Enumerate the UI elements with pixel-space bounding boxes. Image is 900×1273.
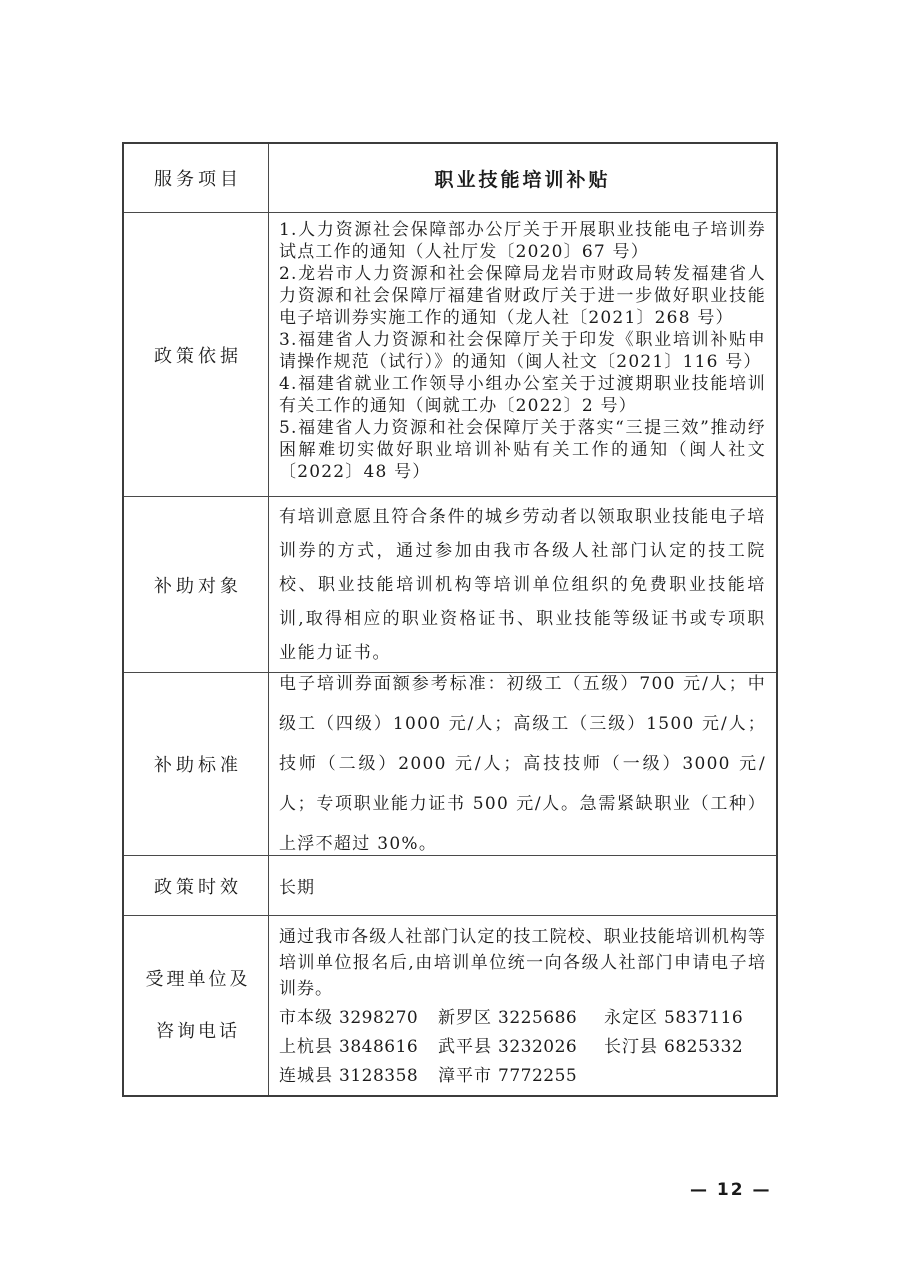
table-row-subsidy-target: [124, 496, 776, 672]
phone-list: [279, 1004, 766, 1091]
phone-area: 新罗区: [438, 1008, 492, 1028]
acceptance-label-line1: 受理单位及: [145, 968, 251, 990]
policy-basis-item: 5.福建省人力资源和社会保障厅关于落实“三提三效”推动纾困解难切实做好职业培训补贴有关工作的通知（闽人社文〔2022〕48 号）: [279, 418, 766, 482]
phone-number: 3128358: [339, 1066, 419, 1086]
subsidy-standard-label: 补助标准: [124, 673, 269, 855]
phone-area: 上杭县: [279, 1037, 333, 1057]
phone-area: 长汀县: [604, 1037, 658, 1057]
table-row-service-item: [124, 144, 776, 212]
phone-number: 3225686: [498, 1008, 578, 1028]
phone-entry: [279, 1004, 419, 1033]
table-row-acceptance: [124, 915, 776, 1095]
phone-entry: [279, 1062, 419, 1091]
service-item-title: 职业技能培训补贴: [434, 168, 611, 191]
acceptance-label-line2: 咨询电话: [156, 1020, 240, 1042]
phone-area: 永定区: [604, 1008, 658, 1028]
policy-validity-content: [269, 856, 776, 915]
phone-entry: [279, 1033, 419, 1062]
phone-entry: [438, 1033, 580, 1062]
subsidy-target-label: 补助对象: [124, 497, 269, 672]
phone-area: 漳平市: [438, 1066, 492, 1086]
phone-entry: [604, 1033, 766, 1062]
service-info-table: [122, 142, 778, 1097]
acceptance-label: [124, 916, 269, 1095]
phone-number: 3298270: [339, 1008, 419, 1028]
table-row-policy-validity: [124, 855, 776, 915]
phone-number: 3848616: [339, 1037, 419, 1057]
acceptance-paragraph: 通过我市各级人社部门认定的技工院校、职业技能培训机构等培训单位报名后,由培训单位统一向各级人社部门申请电子培训券。: [279, 927, 766, 999]
subsidy-standard-content: [269, 673, 776, 855]
phone-area: 连城县: [279, 1066, 333, 1086]
subsidy-target-text: 有培训意愿且符合条件的城乡劳动者以领取职业技能电子培训券的方式，通过参加由我市各级人社部门认定的技工院校、职业技能培训机构等培训单位组织的免费职业技能培训,取得相应的职业资格证书、职业技能等级证书或专项职业能力证书。: [279, 506, 766, 663]
policy-basis-item: 3.福建省人力资源和社会保障厅关于印发《职业培训补贴申请操作规范（试行）》的通知（闽人社文〔2021〕116 号）: [279, 330, 766, 372]
phone-number: 3232026: [498, 1037, 578, 1057]
policy-basis-item: 1.人力资源社会保障部办公厅关于开展职业技能电子培训券试点工作的通知（人社厅发〔2020〕67 号）: [279, 220, 766, 262]
phone-area: 市本级: [279, 1008, 333, 1028]
phone-number: 7772255: [498, 1066, 578, 1086]
policy-basis-item: 4.福建省就业工作领导小组办公室关于过渡期职业技能培训有关工作的通知（闽就工办〔2022〕2 号）: [279, 374, 766, 416]
policy-validity-text: 长期: [279, 878, 315, 898]
subsidy-standard-text: 电子培训券面额参考标准：初级工（五级）700 元/人；中级工（四级）1000 元/人；高级工（三级）1500 元/人；技师（二级）2000 元/人；高技技师（一级）3000 元/人；专项职业能力证书 500 元/人。急需紧缺职业（工种）上浮不超过 30%。: [279, 674, 766, 854]
phone-number: 6825332: [664, 1037, 744, 1057]
policy-validity-label: 政策时效: [124, 856, 269, 915]
phone-entry: [604, 1004, 766, 1033]
phone-area: 武平县: [438, 1037, 492, 1057]
page-number: — 12 —: [690, 1180, 772, 1200]
policy-basis-content: [269, 213, 776, 496]
subsidy-target-content: [269, 497, 776, 672]
policy-basis-label: 政策依据: [124, 213, 269, 496]
phone-entry: [438, 1062, 580, 1091]
phone-entry: [438, 1004, 580, 1033]
table-row-subsidy-standard: [124, 672, 776, 855]
acceptance-content: [269, 916, 776, 1095]
service-item-label: 服务项目: [124, 144, 269, 212]
phone-number: 5837116: [664, 1008, 744, 1028]
table-row-policy-basis: [124, 212, 776, 496]
policy-basis-item: 2.龙岩市人力资源和社会保障局龙岩市财政局转发福建省人力资源和社会保障厅福建省财政厅关于进一步做好职业技能电子培训券实施工作的通知（龙人社〔2021〕268 号）: [279, 264, 766, 328]
